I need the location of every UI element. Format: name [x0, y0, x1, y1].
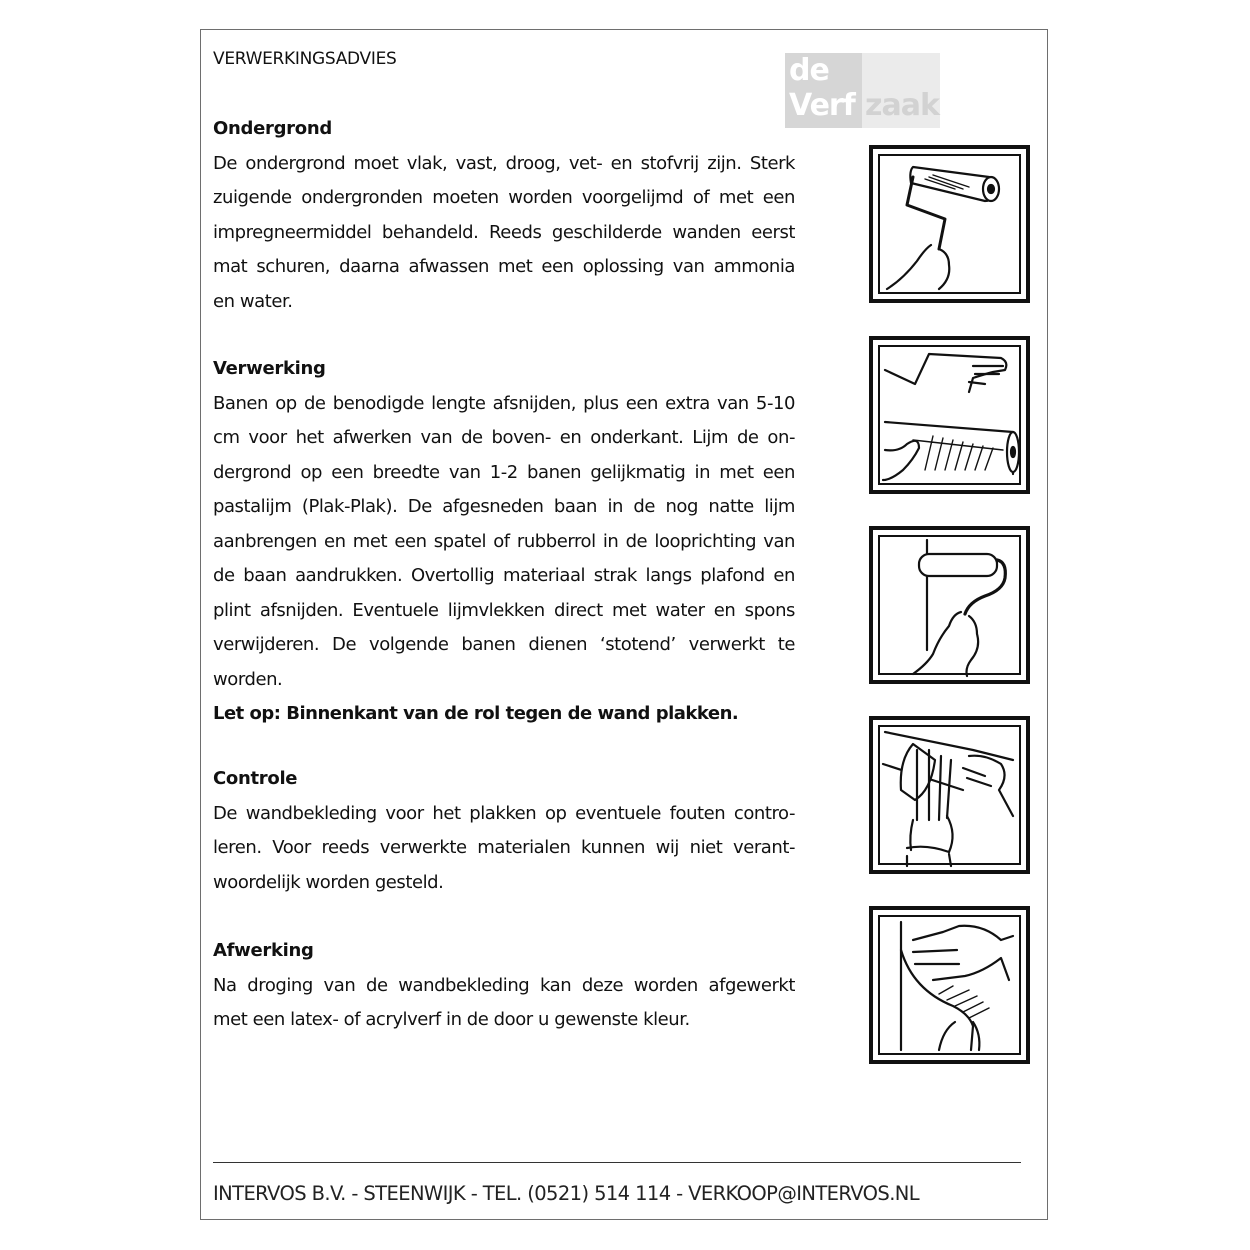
body-line: cm voor het afwerken van de boven- en onderkant. Lijm de on-: [213, 427, 795, 448]
section-heading: Controle: [213, 768, 298, 789]
section-verwerking: [213, 352, 795, 732]
footer-divider: [213, 1162, 1021, 1163]
body-line: Banen op de benodigde lengte afsnijden, plus een extra van 5-10: [213, 392, 795, 414]
body-line: mat schuren, daarna afwassen met een oplossing van ammonia: [213, 256, 795, 277]
body-line: de baan aandrukken. Overtollig materiaal strak langs plafond en: [213, 565, 795, 586]
body-line: pastalijm (Plak-Plak). De afgesneden baan in de nog natte lijm: [213, 496, 795, 517]
illustration-wallpaper-roll-icon: [869, 336, 1030, 494]
body-line: met een latex- of acrylverf in de door u gewenste kleur.: [213, 1009, 690, 1030]
body-line: dergrond op een breedte van 1-2 banen gelijkmatig in met een: [213, 461, 795, 483]
section-ondergrond: [213, 112, 795, 319]
section-heading: Afwerking: [213, 940, 314, 961]
illustration-hand-smooth-icon: [869, 906, 1030, 1064]
logo-text-zaak: zaak: [865, 88, 939, 123]
warning-note: Let op: Binnenkant van de rol tegen de wand plakken.: [213, 703, 739, 724]
body-line: impregneermiddel behandeld. Reeds geschilderde wanden eerst: [213, 221, 795, 243]
illustration-paint-roller-icon: [869, 145, 1030, 303]
body-line: en water.: [213, 290, 293, 312]
de-verfzaak-logo: [785, 53, 940, 128]
page-title: VERWERKINGSADVIES: [213, 49, 397, 69]
footer-contact: INTERVOS B.V. - STEENWIJK - TEL. (0521) 514 114 - VERKOOP@INTERVOS.NL: [213, 1182, 920, 1205]
body-line: De wandbekleding voor het plakken op eventuele fouten contro-: [213, 802, 795, 824]
section-controle: [213, 762, 795, 900]
body-line: aanbrengen en met een spatel of rubberrol in de looprichting van: [213, 530, 795, 552]
section-heading: Verwerking: [213, 358, 326, 379]
section-afwerking: [213, 934, 795, 1038]
body-line: worden.: [213, 668, 283, 690]
illustration-seam-roller-icon: [869, 526, 1030, 684]
body-line: zuigende ondergronden moeten worden voorgelijmd of met een: [213, 187, 795, 208]
section-heading: Ondergrond: [213, 118, 332, 139]
body-line: Na droging van de wandbekleding kan deze worden afgewerkt: [213, 974, 795, 996]
body-line: De ondergrond moet vlak, vast, droog, vet- en stofvrij zijn. Sterk: [213, 152, 795, 174]
logo-text-de: de: [789, 53, 829, 88]
body-line: leren. Voor reeds verwerkte materialen kunnen wij niet verant-: [213, 837, 795, 858]
illustration-cloth-press-icon: [869, 716, 1030, 874]
body-line: plint afsnijden. Eventuele lijmvlekken direct met water en spons: [213, 599, 795, 621]
body-line: verwijderen. De volgende banen dienen ‘stotend’ verwerkt te: [213, 634, 795, 655]
logo-text-verf: Verf: [789, 88, 855, 123]
body-line: woordelijk worden gesteld.: [213, 871, 444, 893]
